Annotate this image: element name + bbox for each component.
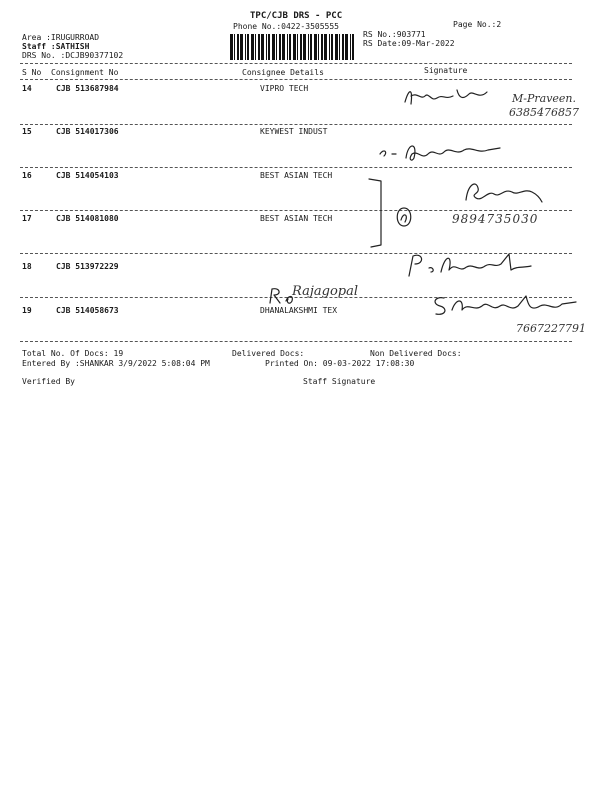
row-serial-number: 19 bbox=[22, 306, 32, 315]
row-serial-number: 14 bbox=[22, 84, 32, 93]
row-consignment-number: CJB 514054103 bbox=[56, 171, 119, 180]
document-title: TPC/CJB DRS - PCC bbox=[250, 11, 343, 21]
column-header-divider bbox=[20, 79, 572, 80]
row-consignee: BEST ASIAN TECH bbox=[260, 214, 333, 223]
staff-label: Staff :SATHISH bbox=[22, 42, 90, 51]
column-header-consignee: Consignee Details bbox=[242, 68, 324, 77]
delivered-docs: Delivered Docs: bbox=[232, 349, 305, 358]
row-consignee: KEYWEST INDUST bbox=[260, 127, 328, 136]
handwritten-phone-row16: 9894735030 bbox=[452, 212, 539, 226]
entered-by: Entered By :SHANKAR 3/9/2022 5:08:04 PM bbox=[22, 359, 210, 368]
row-divider bbox=[20, 124, 572, 125]
row-consignee: VIPRO TECH bbox=[260, 84, 309, 93]
rs-number: RS No.:903771 bbox=[363, 30, 426, 39]
handwritten-signature-row16 bbox=[462, 178, 544, 204]
verified-by-label: Verified By bbox=[22, 377, 75, 386]
row-consignee: BEST ASIAN TECH bbox=[260, 171, 333, 180]
handwritten-signature-row18 bbox=[405, 250, 535, 280]
printed-on: Printed On: 09-03-2022 17:08:30 bbox=[265, 359, 415, 368]
area-label: Area :IRUGURROAD bbox=[22, 33, 100, 42]
row-divider bbox=[20, 210, 572, 211]
phone-number: Phone No.:0422-3505555 bbox=[233, 22, 339, 31]
staff-signature-label: Staff Signature bbox=[303, 377, 376, 386]
handwritten-signature-row19 bbox=[430, 292, 580, 320]
handwritten-phone-row19: 7667227791 bbox=[516, 322, 586, 335]
column-header-signature: Signature bbox=[424, 66, 468, 75]
row-serial-number: 18 bbox=[22, 262, 32, 271]
row-consignment-number: CJB 513972229 bbox=[56, 262, 119, 271]
row-serial-number: 16 bbox=[22, 171, 32, 180]
header-divider bbox=[20, 63, 572, 64]
column-header-consignment: Consignment No bbox=[51, 68, 119, 77]
barcode-image bbox=[230, 34, 356, 60]
row-serial-number: 15 bbox=[22, 127, 32, 136]
row-consignment-number: CJB 514058673 bbox=[56, 306, 119, 315]
non-delivered-docs: Non Delivered Docs: bbox=[370, 349, 462, 358]
handwritten-name-row14: M-Praveen. bbox=[512, 92, 577, 105]
row-consignment-number: CJB 514081080 bbox=[56, 214, 119, 223]
handwritten-signature-row14 bbox=[403, 86, 493, 108]
row-consignee: DHANALAKSHMI TEX bbox=[260, 306, 338, 315]
row-consignment-number: CJB 513687984 bbox=[56, 84, 119, 93]
handwritten-signature-row15 bbox=[378, 140, 508, 166]
circle-mark bbox=[393, 206, 415, 228]
row-divider bbox=[20, 341, 572, 342]
drs-number: DRS No. :DCJB90377102 bbox=[22, 51, 124, 60]
column-header-sno: S No bbox=[22, 68, 42, 77]
row-divider bbox=[20, 167, 572, 168]
row-serial-number: 17 bbox=[22, 214, 32, 223]
handwritten-phone-row14: 6385476857 bbox=[509, 106, 579, 119]
rs-date: RS Date:09-Mar-2022 bbox=[363, 39, 455, 48]
total-docs: Total No. Of Docs: 19 bbox=[22, 349, 124, 358]
handwritten-name-row19: Rajagopal bbox=[292, 284, 358, 299]
row-consignment-number: CJB 514017306 bbox=[56, 127, 119, 136]
page-number: Page No.:2 bbox=[453, 20, 502, 29]
